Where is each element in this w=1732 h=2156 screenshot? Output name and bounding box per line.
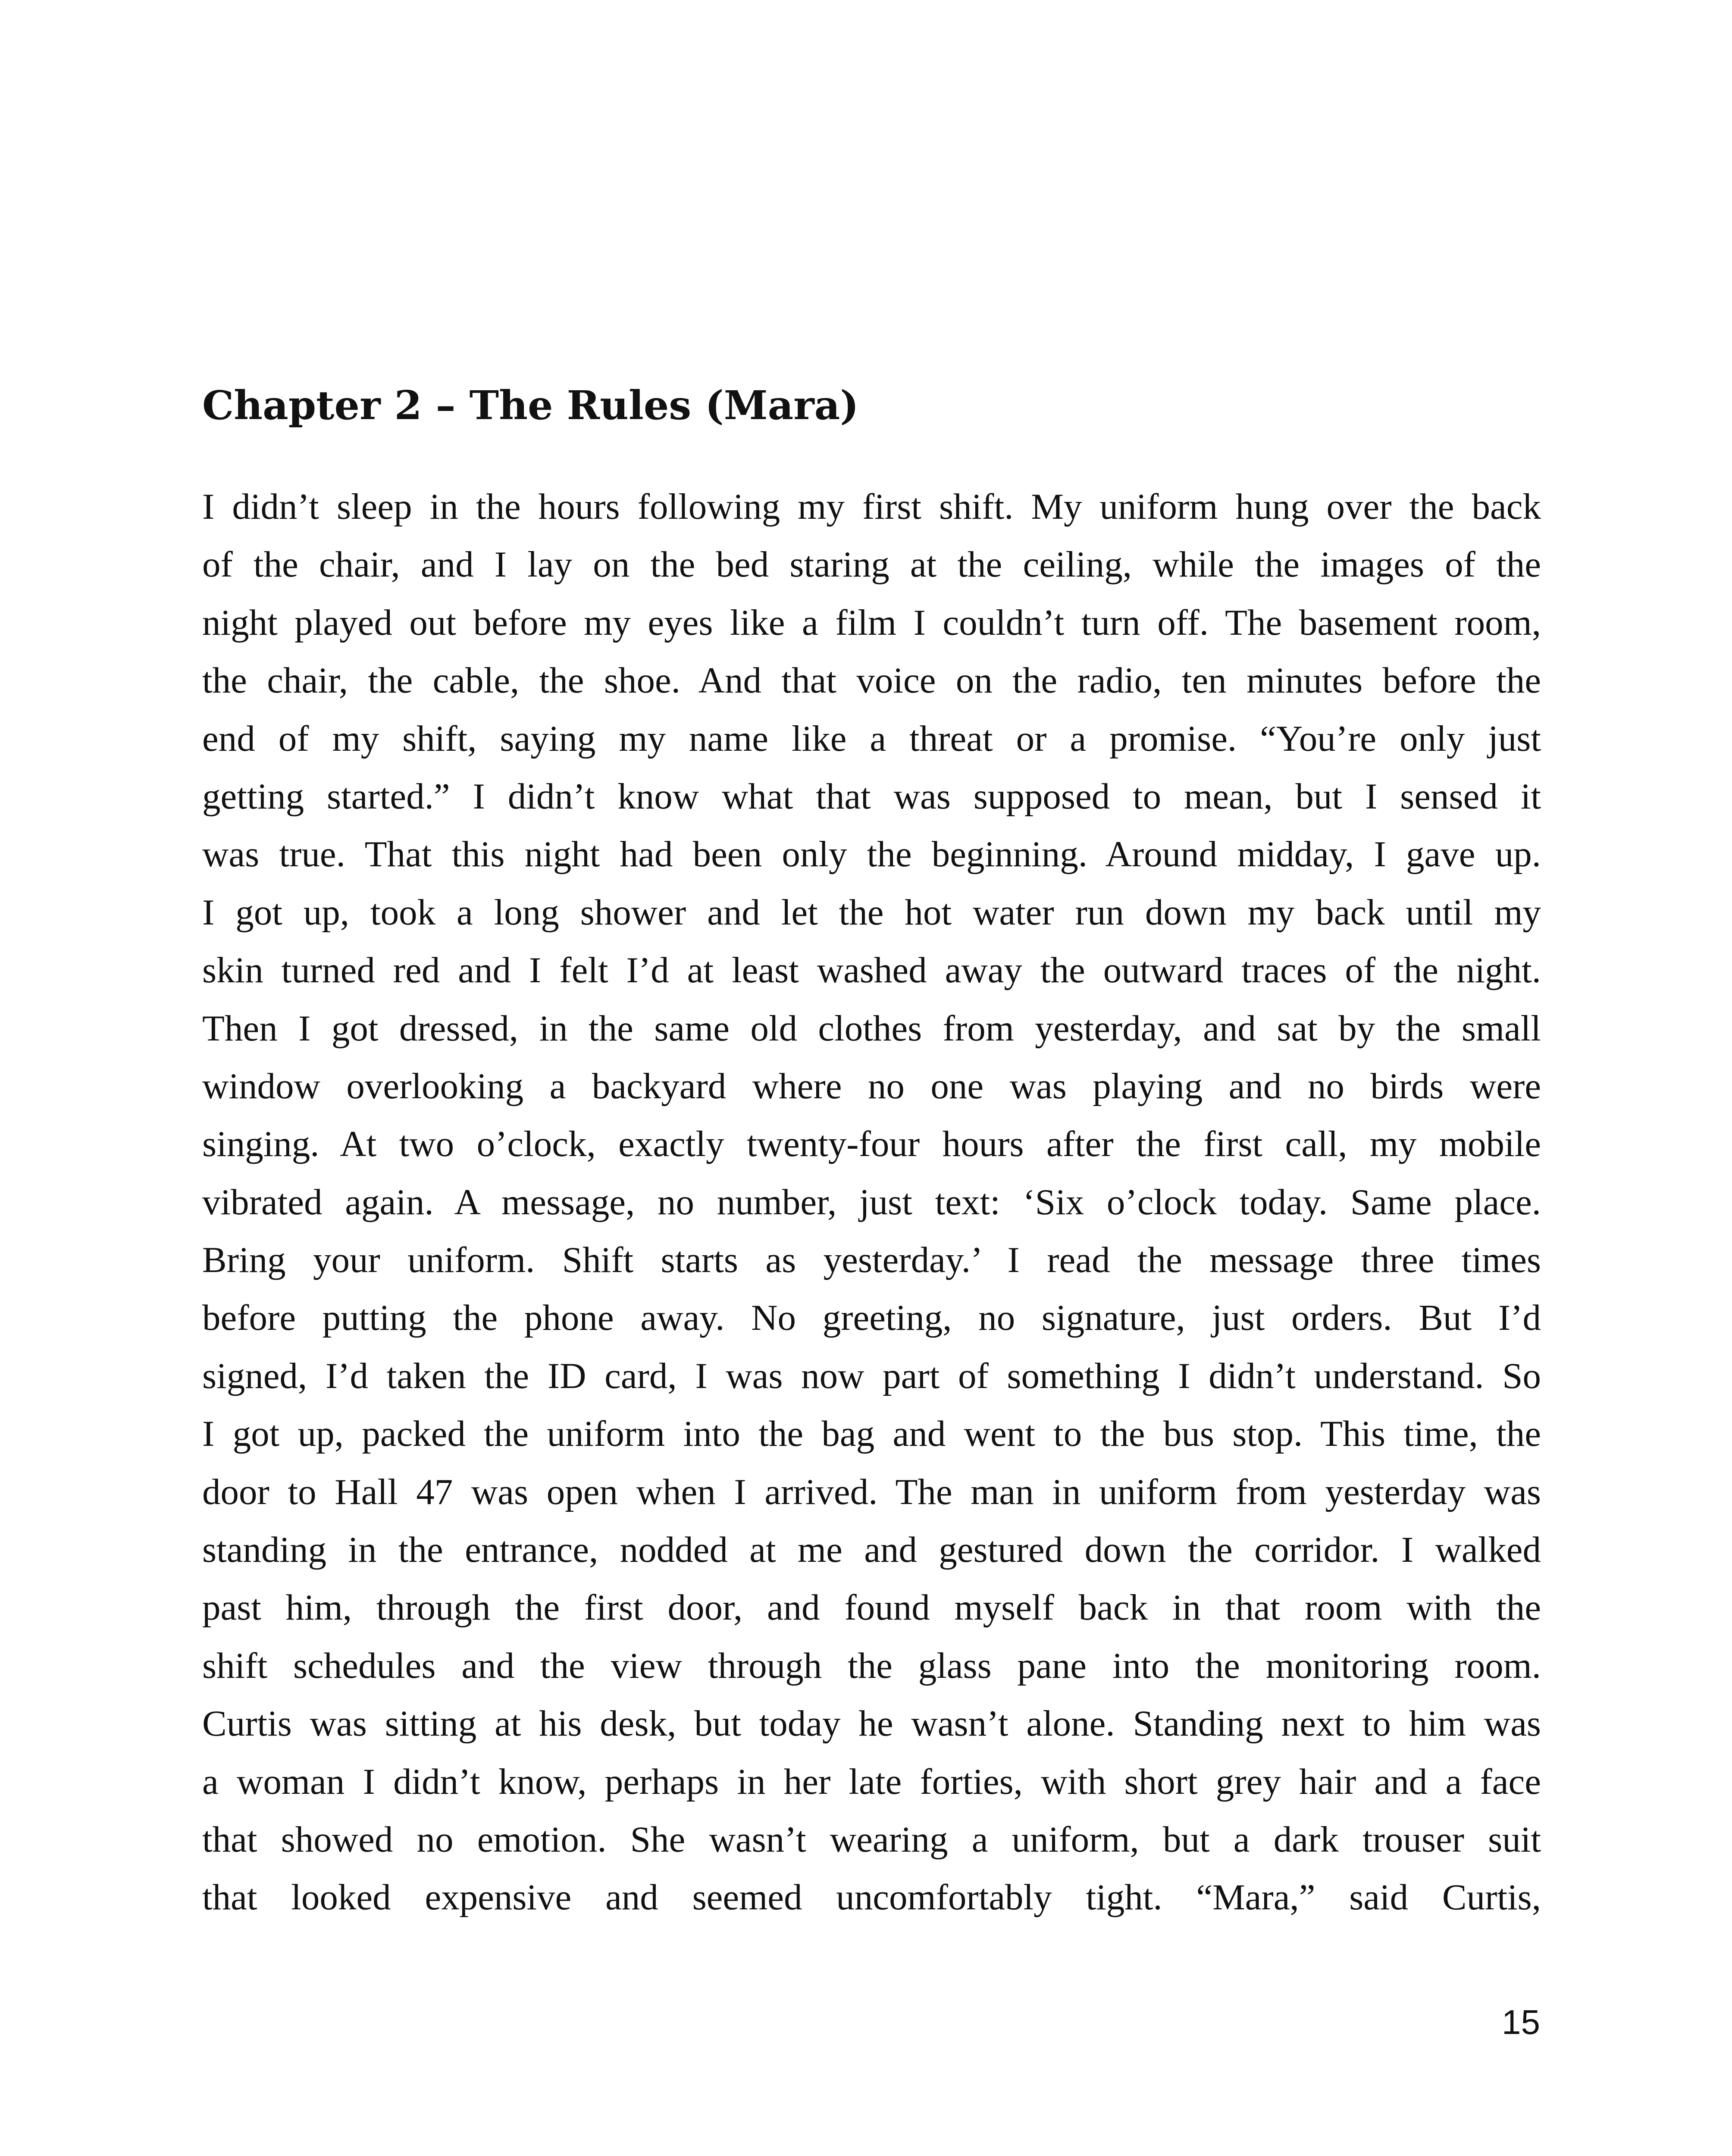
text-line: standing in the entrance, nodded at me and gestured down the corridor. I walked [202,1529,1541,1570]
text-line: I got up, took a long shower and let the hot water run down my back until my [202,892,1541,933]
text-line: the chair, the cable, the shoe. And that voice on the radio, ten minutes before the [202,660,1541,701]
text-line: I didn’t sleep in the hours following my first shift. My uniform hung over the back [202,486,1541,527]
text-line: window overlooking a backyard where no one was playing and no birds were [202,1065,1541,1106]
page-number: 15 [1502,2003,1540,2041]
text-line: skin turned red and I felt I’d at least washed away the outward traces of the night. [202,950,1541,991]
text-line: before putting the phone away. No greeting, no signature, just orders. But I’d [202,1297,1541,1338]
text-line: I got up, packed the uniform into the bag and went to the bus stop. This time, the [202,1413,1541,1454]
body-paragraph [202,478,1541,1927]
text-line: Curtis was sitting at his desk, but today he wasn’t alone. Standing next to him was [202,1703,1541,1744]
text-line: singing. At two o’clock, exactly twenty-four hours after the first call, my mobile [202,1124,1541,1165]
text-line: end of my shift, saying my name like a threat or a promise. “You’re only just [202,718,1541,759]
text-line: getting started.” I didn’t know what that was supposed to mean, but I sensed it [202,776,1541,817]
text-line: vibrated again. A message, no number, just text: ‘Six o’clock today. Same place. [202,1181,1541,1222]
text-line: of the chair, and I lay on the bed staring at the ceiling, while the images of the [202,544,1541,585]
text-line: shift schedules and the view through the glass pane into the monitoring room. [202,1645,1541,1686]
text-line: that showed no emotion. She wasn’t wearing a uniform, but a dark trouser suit [202,1819,1541,1860]
text-line: a woman I didn’t know, perhaps in her late forties, with short grey hair and a face [202,1761,1541,1802]
text-line: night played out before my eyes like a film I couldn’t turn off. The basement room, [202,602,1541,643]
text-line: past him, through the first door, and found myself back in that room with the [202,1587,1541,1628]
text-line: that looked expensive and seemed uncomfortably tight. “Mara,” said Curtis, [202,1877,1541,1918]
text-line: door to Hall 47 was open when I arrived. The man in uniform from yesterday was [202,1471,1541,1512]
text-line: was true. That this night had been only the beginning. Around midday, I gave up. [202,834,1541,875]
text-line: Bring your uniform. Shift starts as yesterday.’ I read the message three times [202,1240,1541,1281]
chapter-title: Chapter 2 – The Rules (Mara) [202,382,859,429]
text-line: Then I got dressed, in the same old clothes from yesterday, and sat by the small [202,1008,1541,1049]
text-line: signed, I’d taken the ID card, I was now part of something I didn’t understand. So [202,1355,1541,1396]
